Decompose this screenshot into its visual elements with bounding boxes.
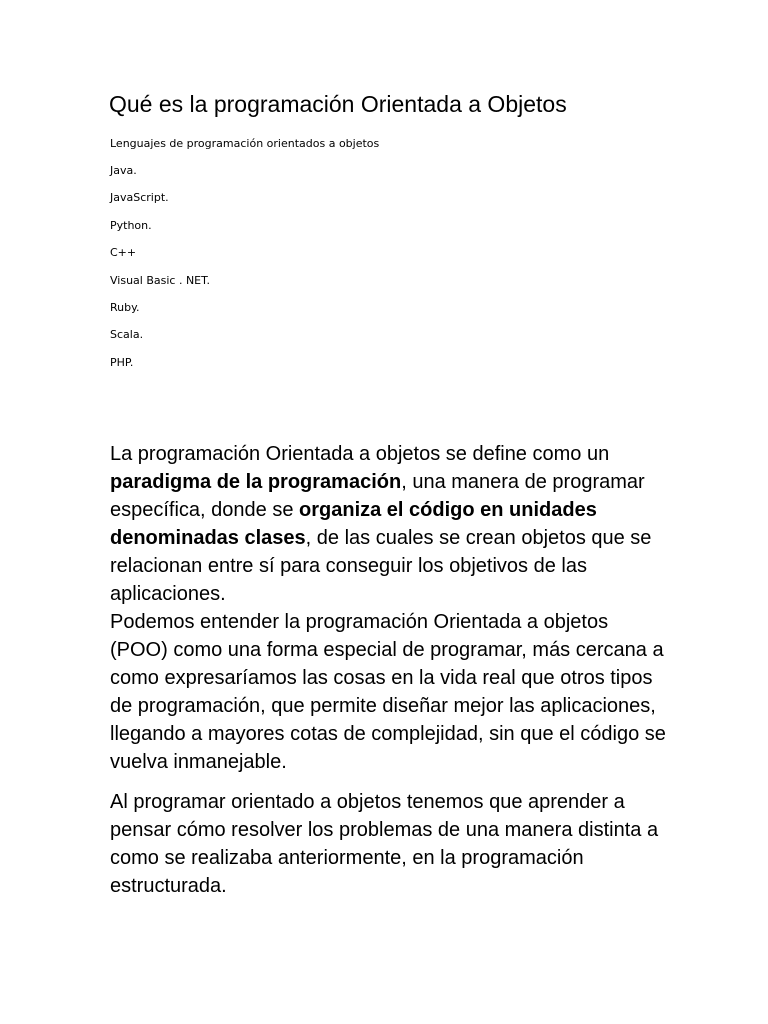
body-text	[110, 440, 670, 900]
paragraph-text: La programación Orientada a objetos se define como un	[110, 443, 610, 465]
paragraph-thinking: Al programar orientado a objetos tenemos que aprender a pensar cómo resolver los problemas de una manera distinta a como se realizaba anteriormente, en la programación estructurada.	[110, 791, 659, 897]
bold-phrase: paradigma de la programación	[110, 471, 402, 493]
languages-section	[110, 134, 670, 380]
languages-heading: Lenguajes de programación orientados a objetos	[110, 137, 380, 150]
language-item: Python.	[110, 218, 152, 232]
language-item: Visual Basic . NET.	[110, 273, 211, 287]
paragraph-text: , de las cuales se crean objetos que se relacionan entre sí para conseguir los objetivos de las aplicaciones.	[110, 527, 652, 605]
languages-list	[110, 161, 670, 373]
language-item: JavaScript.	[110, 191, 169, 205]
language-item: PHP.	[110, 355, 134, 369]
page-title: Qué es la programación Orientada a Objetos	[109, 91, 567, 117]
language-item: Java.	[110, 164, 137, 177]
language-item: Ruby.	[110, 300, 140, 314]
paragraph-text: , una manera de programar específica, donde se	[110, 471, 645, 521]
bold-phrase: organiza el código en unidades denominadas clases	[110, 499, 597, 549]
paragraph-poo: Podemos entender la programación Orientada a objetos (POO) como una forma especial de programar, más cercana a como expresaríamos las cosas en la vida real que otros tipos de programación, que permite diseñar mejor las aplicaciones, llegando a mayores cotas de complejidad, sin que el código se vuelva inmanejable.	[110, 611, 666, 773]
paragraph-definition	[110, 440, 670, 608]
language-item: Scala.	[110, 328, 144, 342]
language-item: C++	[110, 246, 137, 260]
